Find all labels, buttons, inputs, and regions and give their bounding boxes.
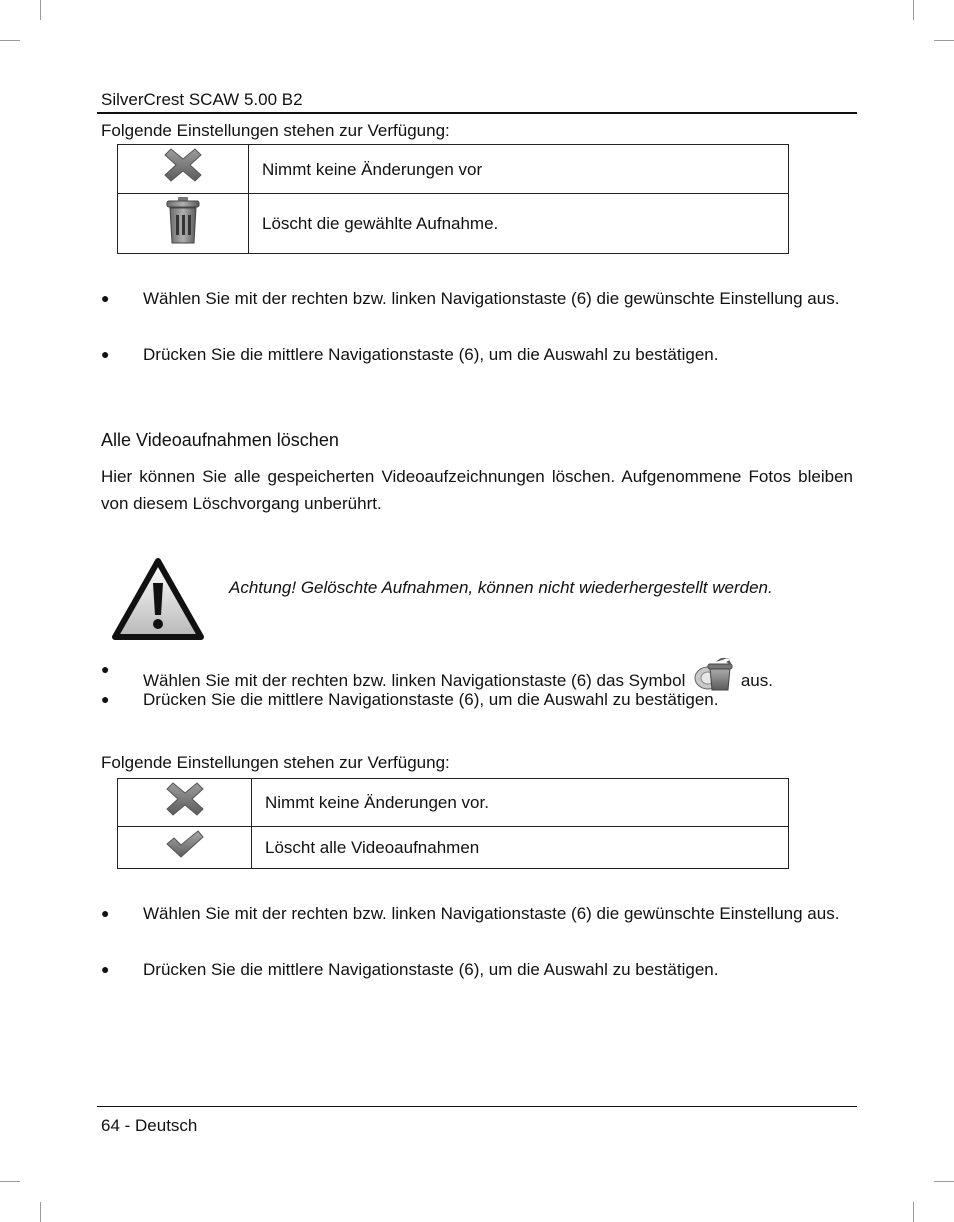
trash-icon: [164, 195, 202, 245]
crop-mark: [0, 40, 20, 41]
header-title: SilverCrest SCAW 5.00 B2: [101, 90, 303, 109]
bullet-text-before-icon: Wählen Sie mit der rechten bzw. linken Navigationstaste (6) das Symbol: [143, 671, 686, 690]
warning-icon: [111, 557, 205, 641]
option-icon-cell: [118, 194, 249, 254]
option-label: Nimmt keine Änderungen vor.: [252, 779, 789, 827]
option-icon-cell: [118, 827, 252, 869]
cancel-x-icon: [163, 147, 203, 183]
crop-mark: [913, 1202, 914, 1222]
bullet-dot: ●: [101, 691, 110, 707]
bullet-text: Drücken Sie die mittlere Navigationstaste (6), um die Auswahl zu bestätigen.: [143, 960, 719, 979]
list-item: [101, 900, 853, 927]
bullet-text: Drücken Sie die mittlere Navigationstaste (6), um die Auswahl zu bestätigen.: [143, 690, 719, 709]
options-table-2: [117, 778, 789, 869]
option-row: [118, 145, 789, 194]
option-row: [118, 194, 789, 254]
footer-rule: [97, 1106, 857, 1107]
list-item: [101, 686, 853, 713]
page-number: 64 - Deutsch: [101, 1116, 198, 1135]
crop-mark: [934, 1181, 954, 1182]
section-description: Hier können Sie alle gespeicherten Videoaufzeichnungen löschen. Aufgenommene Fotos bleiben von diesem Löschvorgang unberührt.: [101, 467, 853, 513]
bullet-text: Wählen Sie mit der rechten bzw. linken Navigationstaste (6) die gewünschte Einstellung aus.: [143, 289, 840, 308]
option-icon-cell: [118, 779, 252, 827]
cancel-x-icon: [165, 781, 205, 817]
header-rule: [97, 112, 857, 114]
bullet-text-after-icon: aus.: [740, 671, 773, 690]
section1-intro: Folgende Einstellungen stehen zur Verfügung:: [101, 121, 450, 140]
list-item: [101, 285, 853, 312]
checkmark-icon: [165, 829, 205, 859]
option-row: [118, 827, 789, 869]
crop-mark: [934, 40, 954, 41]
crop-mark: [40, 0, 41, 20]
crop-mark: [913, 0, 914, 20]
bullet-dot: ●: [101, 905, 110, 921]
crop-mark: [0, 1181, 20, 1182]
bullet-dot: ●: [101, 290, 110, 306]
bullet-text: Wählen Sie mit der rechten bzw. linken Navigationstaste (6) die gewünschte Einstellung aus.: [143, 904, 840, 923]
list-item: [101, 341, 853, 368]
section-heading: Alle Videoaufnahmen löschen: [101, 430, 339, 450]
warning-text: Achtung! Gelöschte Aufnahmen, können nicht wiederhergestellt werden.: [229, 578, 773, 597]
options-table-1: [117, 144, 789, 254]
bullet-text: Drücken Sie die mittlere Navigationstaste (6), um die Auswahl zu bestätigen.: [143, 345, 719, 364]
bullet-dot: ●: [101, 346, 110, 362]
bullet-dot: ●: [101, 661, 110, 677]
option-label: Löscht die gewählte Aufnahme.: [249, 194, 789, 254]
section2-intro: Folgende Einstellungen stehen zur Verfügung:: [101, 753, 450, 772]
option-label: Nimmt keine Änderungen vor: [249, 145, 789, 194]
bullet-dot: ●: [101, 961, 110, 977]
option-row: [118, 779, 789, 827]
option-icon-cell: [118, 145, 249, 194]
list-item: [101, 956, 853, 983]
option-label: Löscht alle Videoaufnahmen: [252, 827, 789, 869]
crop-mark: [40, 1202, 41, 1222]
